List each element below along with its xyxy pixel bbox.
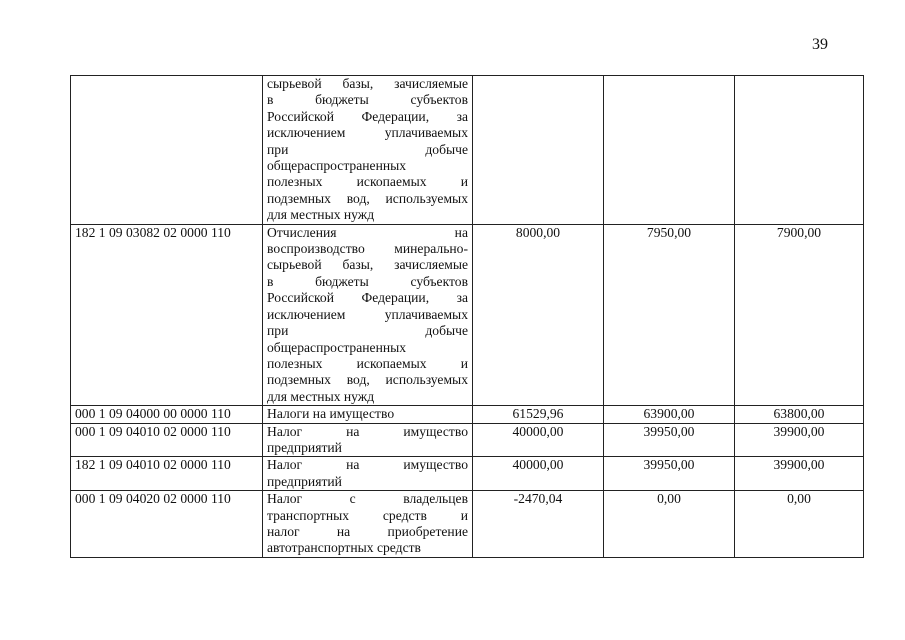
revenue-name-cell: [263, 491, 473, 558]
amount-cell-2: 63900,00: [604, 406, 735, 423]
amount-cell-3: [735, 76, 864, 225]
amount-cell-1: -2470,04: [473, 491, 604, 558]
amount-cell-1: [473, 76, 604, 225]
amount-cell-1: 40000,00: [473, 423, 604, 457]
revenue-name-line: подземных вод, используемых: [267, 190, 468, 206]
revenue-name-line: общераспространенных: [267, 158, 407, 174]
amount-cell-3: 39900,00: [735, 423, 864, 457]
revenue-name-line: Налог на имущество: [267, 457, 468, 473]
revenue-name-line: для местных нужд: [267, 388, 375, 404]
revenue-name-line: Отчисления на: [267, 224, 468, 240]
amount-cell-3: 63800,00: [735, 406, 864, 423]
revenue-name-line: исключением уплачиваемых: [267, 125, 468, 141]
revenue-name-line: Налог на имущество: [267, 423, 468, 439]
budget-code-cell: 000 1 09 04000 00 0000 110: [71, 406, 263, 423]
revenue-name-line: полезных ископаемых и: [267, 355, 468, 371]
budget-code-cell: 000 1 09 04010 02 0000 110: [71, 423, 263, 457]
budget-code-cell: 000 1 09 04020 02 0000 110: [71, 491, 263, 558]
amount-cell-3: 0,00: [735, 491, 864, 558]
table-row: [71, 491, 864, 558]
budget-code-cell: 182 1 09 03082 02 0000 110: [71, 224, 263, 405]
revenue-name-line: Российской Федерации, за: [267, 290, 468, 306]
table-row: [71, 457, 864, 491]
amount-cell-3: 39900,00: [735, 457, 864, 491]
revenue-name-line: общераспространенных: [267, 339, 407, 355]
revenue-name-line: сырьевой базы, зачисляемые: [267, 76, 468, 91]
amount-cell-2: [604, 76, 735, 225]
revenue-name-line: автотранспортных средств: [267, 540, 421, 556]
budget-code-cell: [71, 76, 263, 225]
revenue-name-line: сырьевой базы, зачисляемые: [267, 257, 468, 273]
revenue-name-line: налог на приобретение: [267, 523, 468, 539]
revenue-name-line: в бюджеты субъектов: [267, 92, 468, 108]
budget-table-body: [71, 76, 864, 558]
amount-cell-1: 40000,00: [473, 457, 604, 491]
amount-cell-2: 0,00: [604, 491, 735, 558]
revenue-name-line: при добыче: [267, 141, 468, 157]
revenue-name-cell: [263, 457, 473, 491]
revenue-name-line: Налог с владельцев: [267, 491, 468, 507]
table-row: [71, 76, 864, 225]
revenue-name-cell: [263, 224, 473, 405]
revenue-name-line: предприятий: [267, 473, 342, 489]
revenue-name-line: Российской Федерации, за: [267, 108, 468, 124]
revenue-name-line: подземных вод, используемых: [267, 372, 468, 388]
revenue-name-line: воспроизводство минерально-: [267, 241, 468, 257]
revenue-name-line: в бюджеты субъектов: [267, 273, 468, 289]
revenue-name-line: исключением уплачиваемых: [267, 306, 468, 322]
revenue-name-cell: [263, 423, 473, 457]
revenue-name-line: полезных ископаемых и: [267, 174, 468, 190]
table-row: [71, 423, 864, 457]
page-number: 39: [812, 36, 828, 53]
amount-cell-1: 8000,00: [473, 224, 604, 405]
amount-cell-2: 39950,00: [604, 423, 735, 457]
amount-cell-2: 7950,00: [604, 224, 735, 405]
revenue-name-cell: [263, 76, 473, 225]
revenue-name-line: предприятий: [267, 439, 342, 455]
table-row: [71, 406, 864, 423]
amount-cell-3: 7900,00: [735, 224, 864, 405]
revenue-name-line: для местных нужд: [267, 207, 375, 223]
table-row: [71, 224, 864, 405]
revenue-name-line: при добыче: [267, 323, 468, 339]
revenue-name-cell: [263, 406, 473, 423]
revenue-name-line: транспортных средств и: [267, 507, 468, 523]
amount-cell-1: 61529,96: [473, 406, 604, 423]
amount-cell-2: 39950,00: [604, 457, 735, 491]
revenue-name-line: Налоги на имущество: [267, 406, 395, 422]
budget-table: [70, 75, 864, 558]
budget-code-cell: 182 1 09 04010 02 0000 110: [71, 457, 263, 491]
